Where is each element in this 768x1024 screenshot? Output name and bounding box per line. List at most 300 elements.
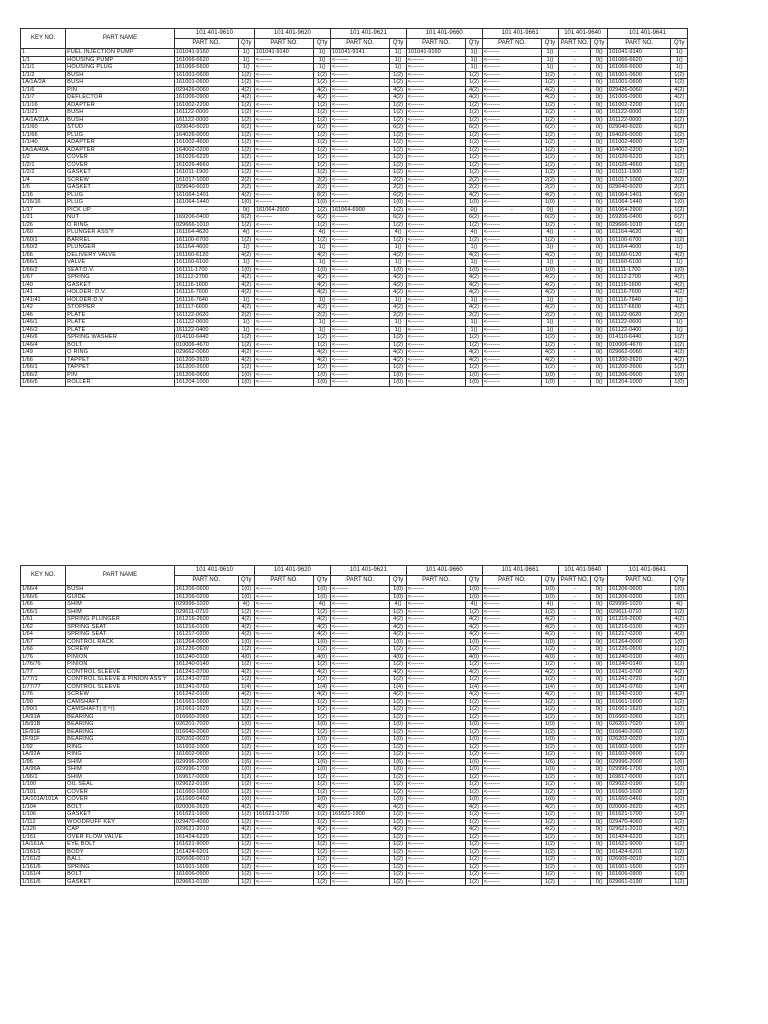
part-no-cell: <------- [406, 736, 466, 744]
qty-cell: 4(2) [671, 86, 688, 94]
part-no-cell: 161226-0600 [607, 646, 671, 654]
table-row [21, 221, 688, 229]
qty-cell: 4(2) [314, 94, 330, 102]
qty-cell: 0() [591, 608, 607, 616]
qty-cell: 1() [238, 244, 254, 252]
qty-cell: 1(0) [671, 199, 688, 207]
qty-cell: 1(2) [314, 206, 330, 214]
qty-cell: 1(2) [314, 713, 330, 721]
part-no-cell: 029426-0060 [607, 86, 671, 94]
part-no-cell: <------- [254, 229, 314, 237]
part-no-cell: 161424-6220 [174, 833, 238, 841]
part-no-cell: 161206-0600 [174, 371, 238, 379]
qty-cell: 1(2) [542, 848, 558, 856]
qty-cell: 1(6) [314, 758, 330, 766]
part-no-cell: 029996-1020 [607, 601, 671, 609]
part-no-cell: 161621-1700 [254, 811, 314, 819]
qty-cell: 6(2) [390, 124, 406, 132]
part-no-cell: <------- [254, 728, 314, 736]
key-no-cell: 1/21 [21, 214, 66, 222]
part-no-cell: <------- [254, 101, 314, 109]
qty-header: Q'ty [238, 576, 254, 586]
part-no-cell: <------- [330, 214, 390, 222]
qty-cell: 0() [591, 676, 607, 684]
part-no-cell: 161122-0600 [607, 319, 671, 327]
part-name-cell: CONTROL RACK [66, 638, 175, 646]
part-no-cell: <------- [482, 56, 542, 64]
qty-cell: 2(2) [314, 311, 330, 319]
part-no-cell: 029996-2000 [174, 758, 238, 766]
qty-cell: 1(6) [671, 758, 688, 766]
part-no-cell: 161164-4600 [174, 244, 238, 252]
part-no-cell: 161621-1900 [174, 811, 238, 819]
part-no-cell: <------- [406, 71, 466, 79]
part-name-cell: BOLT [66, 871, 175, 879]
part-no-cell: <------- [406, 841, 466, 849]
qty-cell: 1(2) [466, 788, 482, 796]
part-no-cell: - [558, 593, 591, 601]
part-no-cell: 161660-0460 [174, 796, 238, 804]
part-no-cell: <------- [330, 698, 390, 706]
qty-cell: 0() [591, 356, 607, 364]
part-no-cell: <------- [406, 833, 466, 841]
qty-cell: 4(2) [542, 616, 558, 624]
part-no-cell: <------- [254, 781, 314, 789]
qty-cell: 1(2) [390, 856, 406, 864]
part-no-cell: <------- [406, 601, 466, 609]
part-no-cell: 161064-6900 [330, 206, 390, 214]
qty-cell: 4(2) [390, 668, 406, 676]
part-name-cell: PLUNGER ASS'Y [66, 229, 175, 237]
qty-cell: 0() [591, 184, 607, 192]
key-no-cell: 1/76/76 [21, 661, 66, 669]
qty-cell: 1(0) [390, 796, 406, 804]
part-no-cell: 029621-2010 [607, 826, 671, 834]
qty-cell: 1(2) [671, 856, 688, 864]
part-no-cell: 161661-1600 [174, 698, 238, 706]
qty-cell: 1() [466, 244, 482, 252]
part-no-cell: <------- [482, 86, 542, 94]
part-no-cell: <------- [330, 878, 390, 886]
part-no-cell: <------- [330, 796, 390, 804]
qty-cell: 1(2) [390, 161, 406, 169]
part-no-cell: <------- [254, 191, 314, 199]
part-no-cell: <------- [482, 79, 542, 87]
qty-cell: 1(0) [238, 586, 254, 594]
key-no-cell: 1/77/1 [21, 676, 66, 684]
qty-cell: 1(2) [542, 364, 558, 372]
qty-cell: 1(2) [542, 878, 558, 886]
qty-cell: 1(2) [390, 101, 406, 109]
qty-cell: 2(2) [671, 176, 688, 184]
qty-cell: 4(2) [314, 691, 330, 699]
table-row [21, 274, 688, 282]
key-no-cell: 1/1 [21, 56, 66, 64]
part-name-cell: BUSH [66, 586, 175, 594]
part-no-cell: <------- [406, 706, 466, 714]
part-no-cell: <------- [482, 266, 542, 274]
part-no-cell: - [558, 683, 591, 691]
qty-cell: 1(2) [671, 221, 688, 229]
qty-cell: 1(2) [671, 364, 688, 372]
qty-cell: 1(2) [542, 146, 558, 154]
part-no-cell: <------- [254, 266, 314, 274]
key-no-cell: 1/1/6 [21, 86, 66, 94]
part-no-cell: 029470-4060 [174, 818, 238, 826]
qty-cell: 1(2) [314, 169, 330, 177]
qty-cell: 1(2) [238, 139, 254, 147]
part-name-cell: SPRING [66, 863, 175, 871]
qty-cell: 1(2) [238, 646, 254, 654]
qty-cell: 1() [238, 326, 254, 334]
part-no-cell: 161066-6620 [174, 56, 238, 64]
qty-cell: 1(2) [238, 608, 254, 616]
table-row [21, 139, 688, 147]
part-name-cell: GASKET [66, 811, 175, 819]
part-no-cell: - [558, 266, 591, 274]
qty-cell: 0() [591, 124, 607, 132]
part-no-cell: 161117-6600 [607, 304, 671, 312]
qty-cell: 4() [671, 601, 688, 609]
qty-cell: 1(6) [466, 758, 482, 766]
part-name-cell: CAP [66, 826, 175, 834]
part-name-cell: FUEL INJECTION PUMP [66, 49, 175, 57]
part-no-cell: <------- [482, 236, 542, 244]
table-row [21, 319, 688, 327]
qty-cell: 0() [591, 259, 607, 267]
qty-cell: 1(2) [466, 364, 482, 372]
table-row [21, 379, 688, 387]
qty-cell: 1(0) [314, 638, 330, 646]
qty-cell: 1(2) [466, 236, 482, 244]
part-name-cell: RING [66, 743, 175, 751]
qty-cell: 1(0) [314, 266, 330, 274]
part-no-cell: <------- [482, 124, 542, 132]
part-no-cell: <------- [330, 281, 390, 289]
qty-cell: 1(2) [314, 161, 330, 169]
qty-cell: 4(2) [466, 281, 482, 289]
qty-cell: 1(0) [238, 371, 254, 379]
part-no-cell: - [558, 608, 591, 616]
qty-cell: 1(2) [466, 743, 482, 751]
qty-cell: 1(2) [671, 146, 688, 154]
qty-cell: 4(2) [671, 349, 688, 357]
qty-cell: 4(2) [314, 304, 330, 312]
qty-cell: 4(2) [238, 616, 254, 624]
qty-cell: 1(4) [466, 683, 482, 691]
part-no-cell: 161001-0600 [174, 71, 238, 79]
key-no-cell: 1A/101A/101A [21, 796, 66, 804]
qty-cell: 4(2) [390, 251, 406, 259]
qty-cell: 1(2) [671, 706, 688, 714]
part-no-cell: - [558, 661, 591, 669]
qty-cell: 1(2) [542, 79, 558, 87]
part-name-cell: VALVE [66, 259, 175, 267]
part-no-cell: <------- [254, 296, 314, 304]
part-no-cell: 026202-0020 [174, 736, 238, 744]
qty-cell: 1(0) [238, 638, 254, 646]
part-no-cell: <------- [330, 356, 390, 364]
part-no-cell: <------- [482, 758, 542, 766]
qty-cell: 4(0) [390, 653, 406, 661]
part-no-cell: <------- [482, 71, 542, 79]
part-no-cell: <------- [406, 668, 466, 676]
table-row [21, 371, 688, 379]
part-no-cell: <------- [482, 781, 542, 789]
part-no-cell: <------- [330, 616, 390, 624]
qty-cell: 4(2) [671, 631, 688, 639]
qty-cell: 6(2) [314, 214, 330, 222]
part-no-cell: <------- [482, 833, 542, 841]
part-no-cell: 161122-0000 [607, 109, 671, 117]
part-no-cell: <------- [406, 863, 466, 871]
part-no-cell: <------- [406, 79, 466, 87]
part-no-cell: 161240-0140 [174, 661, 238, 669]
qty-cell: 1(0) [390, 721, 406, 729]
qty-cell: 1(2) [314, 146, 330, 154]
part-no-cell: 161602-0600 [174, 751, 238, 759]
part-no-cell: <------- [254, 593, 314, 601]
part-no-cell: 161164-4620 [174, 229, 238, 237]
qty-cell: 0() [591, 379, 607, 387]
part-no-cell: 161661-1620 [174, 706, 238, 714]
qty-cell: 4(2) [390, 803, 406, 811]
qty-cell: 1(0) [390, 593, 406, 601]
qty-cell: 1(0) [390, 199, 406, 207]
part-no-cell: - [558, 743, 591, 751]
part-no-cell: <------- [482, 311, 542, 319]
part-no-cell: <------- [406, 64, 466, 72]
part-no-cell: <------- [482, 184, 542, 192]
qty-cell: 4(0) [466, 653, 482, 661]
part-no-cell: <------- [330, 631, 390, 639]
qty-cell: 1(2) [390, 116, 406, 124]
qty-cell: 0() [591, 863, 607, 871]
qty-cell: 0() [591, 56, 607, 64]
qty-cell: 4(2) [238, 94, 254, 102]
qty-cell: 0() [591, 161, 607, 169]
part-no-cell: 020006-2620 [174, 803, 238, 811]
part-no-cell: 161242-0100 [607, 691, 671, 699]
part-no-cell: <------- [406, 259, 466, 267]
part-no-cell: <------- [482, 631, 542, 639]
qty-cell: 1() [466, 259, 482, 267]
qty-cell: 1(2) [238, 79, 254, 87]
key-no-cell: 1/26 [21, 221, 66, 229]
qty-cell: 4() [542, 229, 558, 237]
part-no-cell: - [558, 848, 591, 856]
table-row [21, 691, 688, 699]
part-no-cell: <------- [330, 593, 390, 601]
qty-cell: 1(2) [466, 728, 482, 736]
qty-cell: 0() [591, 94, 607, 102]
qty-cell: 1(0) [466, 266, 482, 274]
part-no-cell: <------- [482, 841, 542, 849]
part-no-cell: <------- [482, 601, 542, 609]
qty-cell: 1() [466, 64, 482, 72]
qty-cell: 1(2) [671, 169, 688, 177]
qty-cell: 4(2) [466, 356, 482, 364]
part-name-cell: NUT [66, 214, 175, 222]
part-no-cell: 161264-0000 [607, 638, 671, 646]
part-name-cell: PLATE [66, 311, 175, 319]
qty-cell: 1(2) [466, 833, 482, 841]
part-no-cell: 164026-0000 [174, 131, 238, 139]
table-row [21, 811, 688, 819]
qty-cell: 1(6) [542, 758, 558, 766]
part-no-cell: <------- [482, 766, 542, 774]
qty-cell: 4(2) [238, 691, 254, 699]
qty-cell: 0() [591, 221, 607, 229]
qty-cell: 1(2) [671, 781, 688, 789]
part-no-cell: 161606-0900 [174, 871, 238, 879]
qty-cell: 1(2) [314, 788, 330, 796]
qty-cell: 0() [466, 206, 482, 214]
qty-cell: 4(2) [314, 289, 330, 297]
qty-cell: 1(2) [238, 818, 254, 826]
table-row [21, 259, 688, 267]
key-no-cell: 1/66/6 [21, 593, 66, 601]
qty-cell: 1(2) [238, 773, 254, 781]
part-no-cell: <------- [330, 296, 390, 304]
table-row [21, 848, 688, 856]
part-no-cell: 026202-0020 [607, 736, 671, 744]
part-no-cell: <------- [482, 274, 542, 282]
part-no-cell: - [558, 833, 591, 841]
qty-cell: 1(2) [238, 236, 254, 244]
part-no-cell: <------- [254, 698, 314, 706]
qty-cell: 1(0) [390, 586, 406, 594]
qty-cell: 1(2) [314, 818, 330, 826]
qty-cell: 4(2) [390, 281, 406, 289]
part-no-cell: <------- [406, 296, 466, 304]
part-no-cell: - [558, 56, 591, 64]
key-no-cell: 1/61 [21, 616, 66, 624]
part-no-cell: <------- [254, 116, 314, 124]
key-no-cell: 1F/91F [21, 736, 66, 744]
part-name-cell: SHIM [66, 766, 175, 774]
part-no-cell: <------- [482, 743, 542, 751]
qty-cell: 4(2) [466, 191, 482, 199]
qty-cell: 0() [591, 856, 607, 864]
part-no-cell: <------- [254, 871, 314, 879]
qty-cell: 1() [390, 319, 406, 327]
part-no-cell: <------- [482, 788, 542, 796]
qty-cell: 1(2) [466, 878, 482, 886]
part-no-cell: <------- [406, 751, 466, 759]
part-no-cell: 101041-9140 [254, 49, 314, 57]
part-name-cell: BUSH [66, 109, 175, 117]
qty-cell: 4(2) [466, 289, 482, 297]
qty-cell: 1(2) [238, 161, 254, 169]
part-no-cell: 161026-4660 [174, 161, 238, 169]
qty-cell: 1() [238, 64, 254, 72]
qty-cell: 4(2) [542, 356, 558, 364]
qty-cell: 1(2) [542, 811, 558, 819]
table-row [21, 304, 688, 312]
key-no-cell: 1/1/1 [21, 64, 66, 72]
part-no-cell: - [558, 236, 591, 244]
part-no-cell: 161112-2700 [174, 274, 238, 282]
part-no-cell: <------- [330, 341, 390, 349]
part-no-header: PART NO. [174, 576, 238, 586]
part-no-cell: <------- [406, 289, 466, 297]
qty-cell: 2(2) [390, 176, 406, 184]
part-no-cell: <------- [406, 101, 466, 109]
table-row [21, 706, 688, 714]
qty-cell: 1() [390, 56, 406, 64]
part-no-cell: 161206-0200 [174, 593, 238, 601]
part-name-cell: HOLDER:D.V [66, 296, 175, 304]
part-no-cell: <------- [482, 653, 542, 661]
qty-cell: 1(0) [238, 266, 254, 274]
qty-cell: 1(0) [542, 766, 558, 774]
qty-cell: 1(2) [314, 646, 330, 654]
qty-cell: 0() [591, 251, 607, 259]
part-name-cell: CONTROL SLEEVE & PINION ASS'Y [66, 676, 175, 684]
qty-cell: 1(2) [466, 871, 482, 879]
part-no-cell: <------- [330, 86, 390, 94]
part-no-cell: <------- [406, 773, 466, 781]
qty-cell: 1(2) [542, 788, 558, 796]
qty-cell: 1(2) [238, 116, 254, 124]
qty-cell: 1() [542, 64, 558, 72]
part-no-cell: <------- [406, 146, 466, 154]
key-no-cell: 1/161 [21, 833, 66, 841]
qty-cell: 1(2) [238, 751, 254, 759]
qty-cell: 0() [238, 206, 254, 214]
key-no-cell: 1 [21, 49, 66, 57]
table-row [21, 856, 688, 864]
qty-cell: 1(2) [314, 841, 330, 849]
qty-cell: 4(2) [466, 251, 482, 259]
qty-cell: 1(0) [314, 721, 330, 729]
qty-cell: 2(2) [671, 311, 688, 319]
qty-cell: 4(2) [238, 191, 254, 199]
qty-cell: 4(2) [314, 251, 330, 259]
part-name-cell: O RING [66, 349, 175, 357]
part-no-cell: 161066-6620 [607, 56, 671, 64]
qty-cell: 1() [671, 296, 688, 304]
qty-cell: 1() [390, 296, 406, 304]
qty-cell: 2(2) [542, 184, 558, 192]
part-no-cell: - [558, 326, 591, 334]
part-no-cell: <------- [254, 631, 314, 639]
qty-cell: 1(2) [671, 698, 688, 706]
part-no-cell: <------- [406, 676, 466, 684]
part-no-cell: <------- [482, 608, 542, 616]
part-no-cell: 161226-0600 [174, 646, 238, 654]
part-no-cell: <------- [482, 349, 542, 357]
qty-cell: 1(2) [314, 116, 330, 124]
part-no-cell: - [558, 184, 591, 192]
part-name-cell: CONTROL SLEEVE [66, 683, 175, 691]
qty-cell: 0() [591, 86, 607, 94]
table-row [21, 826, 688, 834]
qty-cell: 1(2) [466, 334, 482, 342]
part-no-cell: <------- [254, 184, 314, 192]
qty-cell: 4(2) [314, 349, 330, 357]
qty-cell: 1(2) [542, 661, 558, 669]
table-row [21, 728, 688, 736]
part-no-cell: 161111-1700 [607, 266, 671, 274]
qty-cell: 6(2) [671, 214, 688, 222]
part-no-cell: - [174, 206, 238, 214]
part-no-cell: <------- [254, 94, 314, 102]
qty-cell: 1(0) [542, 736, 558, 744]
part-no-cell: <------- [406, 341, 466, 349]
part-no-cell: 161122-0400 [607, 326, 671, 334]
